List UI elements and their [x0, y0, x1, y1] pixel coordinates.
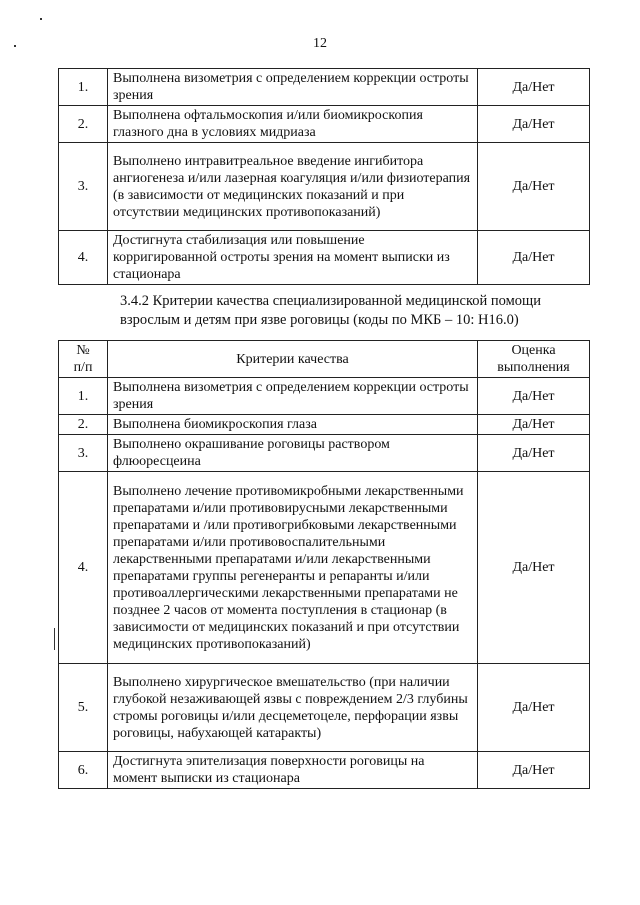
- grade-cell: Да/Нет: [478, 231, 590, 285]
- row-number: 3.: [59, 143, 108, 231]
- grade-cell: Да/Нет: [478, 472, 590, 664]
- section-title: 3.4.2 Критерии качества специализированной медицинской помощи взрослым и детям при язве роговицы (коды по МКБ – 10: H16.0): [120, 293, 541, 328]
- row-number: 1.: [59, 378, 108, 415]
- grade-cell: Да/Нет: [478, 69, 590, 106]
- criterion-text: Выполнена визометрия с определением коррекции остроты зрения: [108, 69, 478, 106]
- row-number: 5.: [59, 664, 108, 752]
- page-number: 12: [313, 36, 327, 51]
- table-row: [59, 378, 590, 415]
- table-row: [59, 415, 590, 435]
- grade-cell: Да/Нет: [478, 752, 590, 789]
- criterion-text: Выполнено лечение противомикробными лекарственными препаратами и/или противовирусными лекарственными препаратами и /или противогрибковыми лекарственными препаратами и/или противовоспалительными лекарственными препаратами и/или лекарственными препаратами группы регенеранты и репаранты и/или противоаллергическими лекарственными препаратами не позднее 2 часов от момента поступления в стационар (в зависимости от медицинских показаний и при отсутствии медицинских противопоказаний): [108, 472, 478, 664]
- grade-cell: Да/Нет: [478, 664, 590, 752]
- row-number: 4.: [59, 472, 108, 664]
- row-number: 6.: [59, 752, 108, 789]
- grade-cell: Да/Нет: [478, 106, 590, 143]
- criteria-table-corneal-ulcer: [58, 340, 590, 789]
- criterion-text: Достигнута стабилизация или повышение корригированной остроты зрения на момент выписки из стационара: [108, 231, 478, 285]
- table-header-row: [59, 341, 590, 378]
- header-grade: Оценка выполнения: [478, 341, 590, 378]
- criterion-text: Достигнута эпителизация поверхности роговицы на момент выписки из стационара: [108, 752, 478, 789]
- criterion-text: Выполнено хирургическое вмешательство (при наличии глубокой незаживающей язвы с повреждением 2/3 глубины стромы роговицы и/или десцеметоцеле, перфорации язвы роговицы, набухающей катаракты): [108, 664, 478, 752]
- table-row: [59, 752, 590, 789]
- table-row: [59, 231, 590, 285]
- row-number: 2.: [59, 106, 108, 143]
- table-row: [59, 69, 590, 106]
- criterion-text: Выполнено интравитреальное введение ингибитора ангиогенеза и/или лазерная коагуляция и/или физиотерапия (в зависимости от медицинских показаний и при отсутствии медицинских противопоказаний): [108, 143, 478, 231]
- grade-cell: Да/Нет: [478, 415, 590, 435]
- row-number: 3.: [59, 435, 108, 472]
- scan-speck: [40, 18, 42, 20]
- table-row: [59, 664, 590, 752]
- criterion-text: Выполнена биомикроскопия глаза: [108, 415, 478, 435]
- table-row: [59, 106, 590, 143]
- criterion-text: Выполнена офтальмоскопия и/или биомикроскопия глазного дна в условиях мидриаза: [108, 106, 478, 143]
- grade-cell: Да/Нет: [478, 435, 590, 472]
- row-number: 2.: [59, 415, 108, 435]
- row-number: 4.: [59, 231, 108, 285]
- header-criterion: Критерии качества: [108, 341, 478, 378]
- table-row: [59, 143, 590, 231]
- criteria-table-continued: [58, 68, 590, 285]
- table-row: [59, 435, 590, 472]
- criterion-text: Выполнено окрашивание роговицы раствором флюоресцеина: [108, 435, 478, 472]
- grade-cell: Да/Нет: [478, 378, 590, 415]
- scan-speck: [54, 628, 55, 650]
- grade-cell: Да/Нет: [478, 143, 590, 231]
- row-number: 1.: [59, 69, 108, 106]
- table-row: [59, 472, 590, 664]
- header-number: № п/п: [59, 341, 108, 378]
- criterion-text: Выполнена визометрия с определением коррекции остроты зрения: [108, 378, 478, 415]
